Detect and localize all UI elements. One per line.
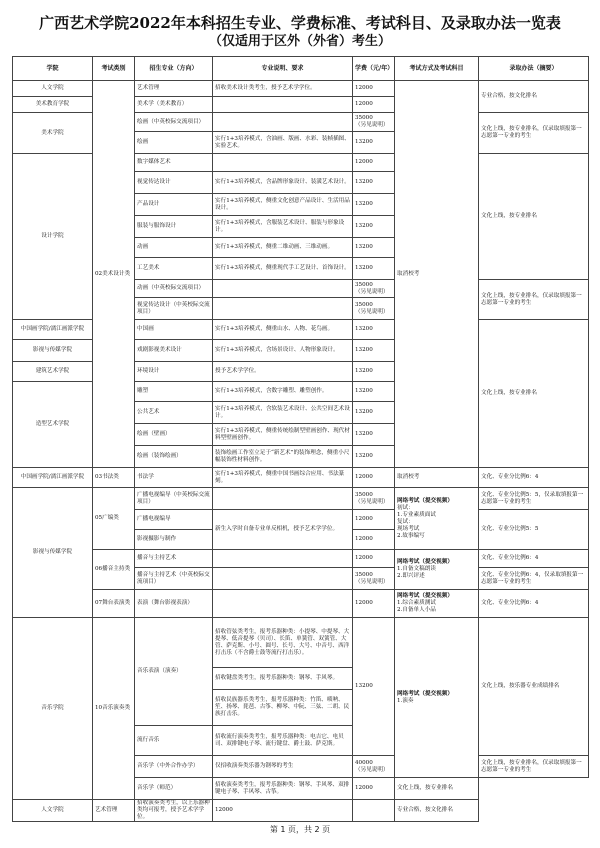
major-cell: 绘画（装饰绘画） — [135, 446, 213, 468]
major-cell: 播音与主持艺术 — [135, 550, 213, 568]
fee-cell: 13200 — [353, 402, 395, 424]
desc-cell: 授予艺术学学位。 — [213, 362, 353, 382]
desc-cell — [213, 488, 353, 510]
college-cell: 美术教育学院 — [13, 97, 93, 113]
fee-cell: 12000 — [353, 81, 395, 97]
admission-cell: 专业合格，按文化排名 — [479, 81, 589, 113]
desc-cell: 实行1+3培养模式，侧重二维动画、三维动画。 — [213, 238, 353, 258]
fee-cell: 13200 — [353, 216, 395, 238]
admission-table — [12, 56, 589, 822]
category-cell: 06播音主持类 — [93, 550, 135, 590]
header-description: 专业说明、要求 — [213, 57, 353, 81]
fee-cell: 13200 — [353, 446, 395, 468]
fee-cell: 12000 — [353, 590, 395, 618]
desc-cell — [213, 280, 353, 298]
admission-cell: 文化、专业分比例5：5，仅录取填报第一志愿第一专业的考生 — [479, 488, 589, 510]
table-row — [13, 550, 589, 568]
college-cell: 建筑艺术学院 — [13, 362, 93, 382]
major-cell: 广播电视编导（中英校际交流项目） — [135, 488, 213, 510]
major-cell: 戏剧影视美术设计 — [135, 340, 213, 362]
fee-cell: 13200 — [353, 258, 395, 280]
desc-cell — [213, 590, 353, 618]
college-cell: 人文学院 — [13, 81, 93, 97]
admission-cell: 文化、专业分比例6：4，仅录取填报第一志愿第一专业的考生 — [479, 568, 589, 590]
desc-cell: 招收管弦类考生，报考乐器种类：小提琴、中提琴、大提琴、低音提琴（贝司）、长笛、单簧管、双簧管、大管、萨克斯、小号、圆号、长号、大号、中音号、西洋打击乐（不含爵士鼓等流行打击乐）。 — [213, 618, 353, 668]
fee-cell: 13200 — [353, 238, 395, 258]
exam-method-body: 初试： 1.专业素质面试 复试： 现场考试 2.故事编写 — [397, 504, 436, 539]
fee-cell: 13200 — [353, 618, 395, 756]
desc-cell: 实行1+3培养模式，含服装艺术设计、服装与形象设计。 — [213, 216, 353, 238]
major-cell: 公共艺术 — [135, 402, 213, 424]
major-cell: 书法学 — [135, 468, 213, 488]
exam-method-head: 网络考试（提交视频） — [397, 559, 453, 565]
desc-cell: 实行1+3培养模式，含软装艺术设计、公共空间艺术设计。 — [213, 402, 353, 424]
desc-cell: 新生入学时自备专业单反相机，授予艺术学学位。 — [213, 510, 353, 550]
fee-cell: 12000 — [353, 550, 395, 568]
admission-cell: 文化、专业分比例6：4 — [479, 468, 589, 488]
header-admission: 录取办法（摘要） — [479, 57, 589, 81]
admission-cell: 文化上线，按专业排名，仅录取填报第一志愿第一专业的考生 — [479, 113, 589, 154]
desc-cell — [213, 97, 353, 113]
admission-cell: 文化上线，按乐器专业成绩排名 — [479, 618, 589, 756]
header-fee: 学费（元/年） — [353, 57, 395, 81]
fee-cell: 35000 （另见说明） — [353, 488, 395, 510]
page-footer: 第 1 页，共 2 页 — [269, 825, 331, 834]
exam-method-head: 网络考试（提交视频） — [397, 593, 453, 599]
major-cell: 环境设计 — [135, 362, 213, 382]
college-cell: 造型艺术学院 — [13, 382, 93, 468]
exam-cell: 取消校考 — [395, 468, 479, 488]
page-subtitle: （仅适用于区外（外省）考生） — [208, 34, 391, 49]
desc-cell: 招收键盘类考生，报考乐器种类：钢琴、手风琴。 — [213, 668, 353, 690]
table-row — [13, 81, 589, 97]
category-cell: 05广编类 — [93, 488, 135, 550]
exam-cell — [395, 618, 479, 778]
desc-cell: 招收演奏类考生，报考乐器种类：钢琴、手风琴、双排键电子琴、手风琴、古筝。 — [213, 778, 353, 800]
major-cell: 美术学（美术教育） — [135, 97, 213, 113]
major-cell: 服装与服饰设计 — [135, 216, 213, 238]
fee-cell: 13200 — [353, 172, 395, 194]
header-major: 招生专业（方向） — [135, 57, 213, 81]
header-college: 学院 — [13, 57, 93, 81]
fee-cell: 13200 — [353, 340, 395, 362]
college-cell: 中国画学院/漓江画派学院 — [13, 320, 93, 340]
desc-cell: 实行1+3培养模式，侧重山水、人物、花鸟画。 — [213, 320, 353, 340]
category-cell: 02美术设计类 — [93, 81, 135, 468]
page-title: 广西艺术学院2022年本科招生专业、学费标准、考试科目、及录取办法一览表 — [39, 14, 561, 32]
exam-cell — [395, 590, 479, 618]
category-cell: 10音乐演奏类 — [93, 618, 135, 800]
major-cell: 表演（舞台影视表演） — [135, 590, 213, 618]
fee-cell: 35000 （另见说明） — [353, 568, 395, 590]
exam-cell: 取消校考 — [395, 81, 479, 468]
major-cell: 绘画 — [135, 132, 213, 154]
desc-cell — [213, 568, 353, 590]
fee-cell: 13200 — [353, 194, 395, 216]
table-header-row — [13, 57, 589, 81]
major-cell: 艺术管理 — [93, 800, 135, 822]
college-cell: 美术学院 — [13, 113, 93, 154]
major-cell: 动画 — [135, 238, 213, 258]
fee-cell: 12000 — [213, 800, 353, 822]
desc-cell — [213, 550, 353, 568]
desc-cell: 实行1+3培养模式，含品牌形象设计、装潢艺术设计。 — [213, 172, 353, 194]
admission-cell: 文化、专业分比例6：4 — [479, 550, 589, 568]
desc-cell — [213, 154, 353, 172]
exam-method-head: 网络考试（提交视频） — [397, 690, 453, 697]
major-cell: 绘画（中英校际交流项目） — [135, 113, 213, 132]
category-cell: 07舞台表演类 — [93, 590, 135, 618]
major-cell: 广播电视编导 — [135, 510, 213, 530]
fee-cell: 35000 （另见说明） — [353, 113, 395, 132]
exam-cell — [395, 488, 479, 550]
major-cell: 视觉传达设计（中英校际交流项目） — [135, 298, 213, 320]
desc-cell — [213, 298, 353, 320]
exam-cell — [353, 800, 395, 822]
fee-cell: 13200 — [353, 320, 395, 340]
desc-cell: 招收演奏类考生，以上乐器种类均可报考，授予艺术学学位。 — [135, 800, 213, 822]
exam-cell — [395, 550, 479, 590]
major-cell: 影视摄影与制作 — [135, 530, 213, 550]
major-cell: 流行音乐 — [135, 726, 213, 756]
major-cell: 中国画 — [135, 320, 213, 340]
major-cell: 工艺美术 — [135, 258, 213, 280]
desc-cell: 实行1+3培养模式，含数字雕塑、雕塑创作。 — [213, 382, 353, 402]
major-cell: 动画（中英校际交流项目） — [135, 280, 213, 298]
table-row — [13, 488, 589, 510]
admission-cell: 文化上线，按专业排名 — [479, 320, 589, 468]
fee-cell: 12000 — [353, 778, 395, 800]
major-cell: 播音与主持艺术（中英校际交流项目） — [135, 568, 213, 590]
college-cell: 音乐学院 — [13, 618, 93, 800]
header-category: 考试类别 — [93, 57, 135, 81]
table-row — [13, 468, 589, 488]
fee-cell: 12000 — [353, 530, 395, 550]
major-cell: 雕塑 — [135, 382, 213, 402]
exam-method-body: 1.综合素质测试 2.自备单人小品 — [397, 600, 436, 613]
desc-cell: 实行1+3培养模式，侧重文化创意产品设计、生活用品设计。 — [213, 194, 353, 216]
major-cell: 产品设计 — [135, 194, 213, 216]
admission-cell: 专业合格，按文化排名 — [395, 800, 479, 822]
college-cell: 中国画学院/漓江画派学院 — [13, 468, 93, 488]
college-cell: 影视与传媒学院 — [13, 488, 93, 618]
fee-cell: 40000 （另见说明） — [353, 756, 395, 778]
desc-cell: 仅招收演奏类乐器为钢琴的考生 — [213, 756, 353, 778]
major-cell: 音乐学（中外合作办学） — [135, 756, 213, 778]
major-cell: 绘画（壁画） — [135, 424, 213, 446]
admission-cell: 文化上线，按专业排名 — [395, 778, 479, 800]
major-cell: 视觉传达设计 — [135, 172, 213, 194]
desc-cell: 实行1+3培养模式，含场景设计、人物形象设计。 — [213, 340, 353, 362]
table-row — [13, 800, 589, 822]
desc-cell — [213, 113, 353, 132]
major-cell: 艺术管理 — [135, 81, 213, 97]
category-cell: 03书法类 — [93, 468, 135, 488]
table-row — [13, 590, 589, 618]
admission-cell: 文化上线，按专业排名 — [479, 154, 589, 280]
desc-cell: 招收流行演奏类考生，报考乐器种类：电吉它、电贝司、双排键电子琴、流行键盘、爵士鼓、萨克斯。 — [213, 726, 353, 756]
desc-cell: 实行1+3培养模式，侧重中国书画综合应用、书法篆刻。 — [213, 468, 353, 488]
fee-cell: 13200 — [353, 132, 395, 154]
fee-cell: 12000 — [353, 468, 395, 488]
major-cell: 音乐表演（演奏） — [135, 618, 213, 726]
header-exam: 考试方式及考试科目 — [395, 57, 479, 81]
desc-cell: 装饰绘画工作室立足于“新艺术”的装饰理念，侧重小尺幅装饰性材料创作。 — [213, 446, 353, 468]
college-cell: 影视与传媒学院 — [13, 340, 93, 362]
fee-cell: 12000 — [353, 510, 395, 530]
desc-cell: 实行1+3培养模式，侧重现代手工艺设计、首饰设计。 — [213, 258, 353, 280]
fee-cell: 35000 （另见说明） — [353, 280, 395, 298]
table-row — [13, 618, 589, 668]
fee-cell: 12000 — [353, 97, 395, 113]
desc-cell: 招收民族器乐类考生，报考乐器种类：竹笛、唢呐、笙、扬琴、琵琶、古筝、柳琴、中阮、三弦、二胡、民族打击乐。 — [213, 690, 353, 726]
college-cell: 设计学院 — [13, 154, 93, 320]
fee-cell: 13200 — [353, 424, 395, 446]
fee-cell: 12000 — [353, 154, 395, 172]
college-cell: 人文学院 — [13, 800, 93, 822]
desc-cell: 实行1+3培养模式，侧重传统绘制型壁画创作、现代材料型壁画创作。 — [213, 424, 353, 446]
desc-cell: 实行1+3培养模式，含油画、版画、水彩、装帧插图、实验艺术。 — [213, 132, 353, 154]
exam-method-body: 1.自备文稿朗读 2.即兴评述 — [397, 566, 436, 579]
exam-method-body: 1.演奏 — [397, 697, 414, 704]
fee-cell: 13200 — [353, 362, 395, 382]
admission-cell: 文化上线，按专业排名，仅录取填报第一志愿第一专业的考生 — [479, 280, 589, 320]
fee-cell: 13200 — [353, 382, 395, 402]
fee-cell: 35000 （另见说明） — [353, 298, 395, 320]
desc-cell: 招收美术设计类考生，授予艺术学学位。 — [213, 81, 353, 97]
admission-cell: 文化、专业分比例6：4 — [479, 590, 589, 618]
admission-cell: 文化、专业分比例5：5 — [479, 510, 589, 550]
exam-method-head: 网络考试（提交视频） — [397, 497, 453, 504]
major-cell: 数字媒体艺术 — [135, 154, 213, 172]
admission-cell: 文化上线，按专业排名，仅录取填报第一志愿第一专业的考生 — [479, 756, 589, 778]
major-cell: 音乐学（师范） — [135, 778, 213, 800]
